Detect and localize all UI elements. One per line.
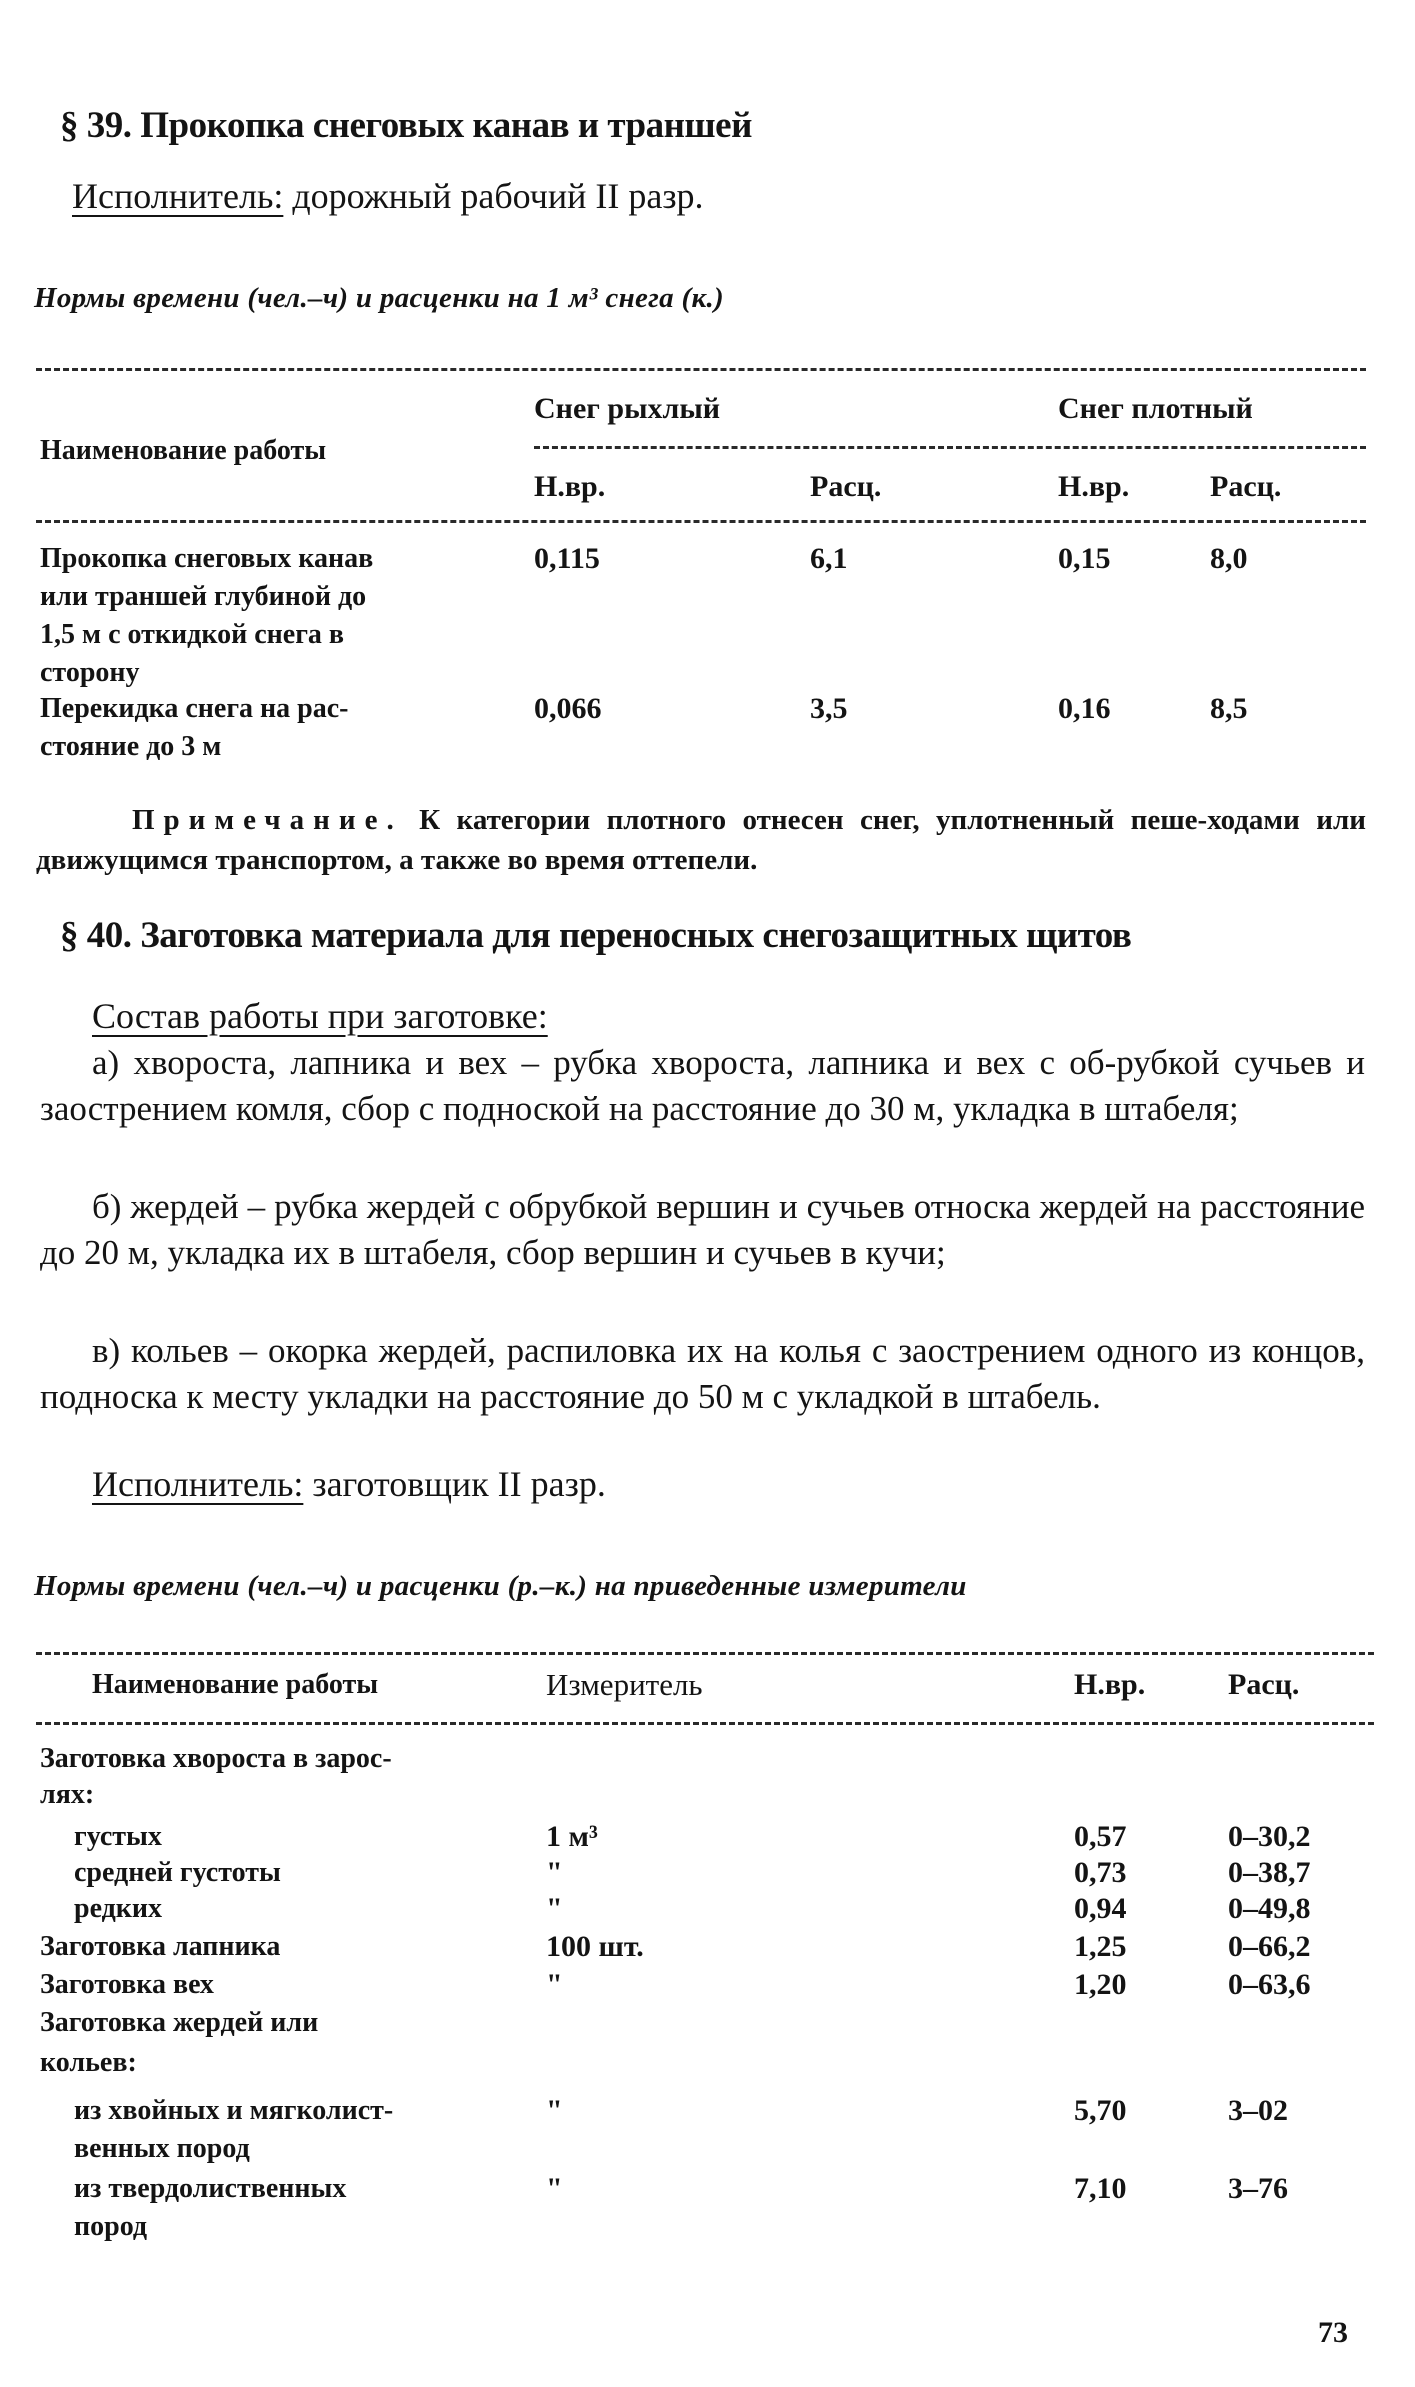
value-dense-nvr: 0,16 (1058, 692, 1111, 725)
composition-item-a: а) хвороста, лапника и вех – рубка хвороста, лапника и вех с об-рубкой сучьев и заострением комля, сбор с подноской на расстояние до 30 м, укладка в штабеля; (40, 1043, 1365, 1128)
row-unit: " (546, 1856, 563, 1889)
value-loose-nvr: 0,115 (534, 542, 600, 575)
row-name: венных пород (74, 2133, 250, 2164)
note-label: Примечание. (132, 804, 403, 836)
row-nvr: 1,20 (1074, 1968, 1127, 2001)
section-40-heading: § 40. Заготовка материала для переносных снегозащитных щитов (60, 915, 1132, 956)
row-rasc: 0–63,6 (1228, 1968, 1311, 2001)
row-name: средней густоты (74, 1857, 281, 1888)
row-name-line: 1,5 м с откидкой снега в (40, 619, 345, 650)
row-name-line: Прокопка снеговых канав (40, 543, 374, 574)
row-unit: " (546, 1892, 563, 1925)
section-40-table-caption: Нормы времени (чел.–ч) и расценки (р.–к.) на приведенные измерители (34, 1570, 967, 1602)
row-name: из твердолиственных (74, 2173, 347, 2204)
section-39-note (36, 800, 1366, 880)
header-nvr-1: Н.вр. (534, 470, 606, 503)
row-name: из хвойных и мягколист- (74, 2095, 394, 2126)
executor-value: дорожный рабочий II разр. (283, 176, 704, 216)
header-loose-snow: Снег рыхлый (534, 392, 721, 425)
header-rasc-2: Расц. (1210, 470, 1282, 503)
row-rasc: 3–02 (1228, 2094, 1288, 2127)
header-rasc: Расц. (1228, 1668, 1300, 1701)
row-name-line: или траншей глубиной до (40, 581, 367, 612)
row-nvr: 0,57 (1074, 1820, 1127, 1853)
row-nvr: 5,70 (1074, 2094, 1127, 2127)
executor-value: заготовщик II разр. (303, 1464, 606, 1504)
row-unit: 100 шт. (546, 1930, 644, 1963)
row-name-line: стояние до 3 м (40, 731, 222, 762)
row-name: густых (74, 1821, 162, 1852)
row-name: редких (74, 1893, 163, 1924)
composition-item-c: в) кольев – окорка жердей, распиловка их на колья с заострением одного из концов, подноска к месту укладки на расстояние до 50 м с укладкой в штабель. (40, 1331, 1365, 1416)
row-name: Заготовка вех (40, 1969, 214, 2000)
row-name-line: Перекидка снега на рас- (40, 693, 349, 724)
section-40-executor (92, 1462, 606, 1506)
row-nvr: 0,94 (1074, 1892, 1127, 1925)
table-rule-top (36, 1652, 1374, 1655)
row-rasc: 0–30,2 (1228, 1820, 1311, 1853)
executor-label: Исполнитель: (92, 1464, 304, 1504)
row-unit: " (546, 2172, 563, 2205)
table-rule-header (36, 520, 1366, 523)
header-nvr-2: Н.вр. (1058, 470, 1130, 503)
section-39-table-caption: Нормы времени (чел.–ч) и расценки на 1 м³ снега (к.) (34, 282, 724, 314)
table-rule-group (534, 446, 1366, 449)
header-dense-snow: Снег плотный (1058, 392, 1253, 425)
row-name: Заготовка хвороста в зарос- (40, 1743, 392, 1774)
section-39-heading: § 39. Прокопка снеговых канав и траншей (60, 105, 752, 146)
row-unit: " (546, 1968, 563, 2001)
row-name: Заготовка жердей или (40, 2007, 319, 2038)
row-nvr: 1,25 (1074, 1930, 1127, 1963)
row-name: Заготовка лапника (40, 1931, 281, 1962)
header-rasc-1: Расц. (810, 470, 882, 503)
table-rule-top (36, 368, 1366, 371)
value-dense-rasc: 8,5 (1210, 692, 1248, 725)
row-rasc: 3–76 (1228, 2172, 1288, 2205)
header-work-name: Наименование работы (92, 1669, 379, 1700)
row-rasc: 0–49,8 (1228, 1892, 1311, 1925)
row-nvr: 7,10 (1074, 2172, 1127, 2205)
value-dense-nvr: 0,15 (1058, 542, 1111, 575)
row-rasc: 0–38,7 (1228, 1856, 1311, 1889)
table-rule-header (36, 1722, 1374, 1725)
row-rasc: 0–66,2 (1228, 1930, 1311, 1963)
executor-label: Исполнитель: (72, 176, 284, 216)
value-loose-rasc: 6,1 (810, 542, 848, 575)
note-text: К категории плотного отнесен снег, уплотненный пеше-ходами или движущимся транспортом, а также во время оттепели. (36, 804, 1366, 876)
page-number: 73 (1318, 2316, 1348, 2349)
row-unit: 1 м³ (546, 1820, 598, 1853)
value-loose-nvr: 0,066 (534, 692, 602, 725)
row-name: лях: (40, 1779, 95, 1810)
row-unit: " (546, 2094, 563, 2127)
value-loose-rasc: 3,5 (810, 692, 848, 725)
header-work-name: Наименование работы (40, 435, 327, 466)
row-name: кольев: (40, 2047, 137, 2078)
header-nvr: Н.вр. (1074, 1668, 1146, 1701)
composition-item-b: б) жердей – рубка жердей с обрубкой вершин и сучьев относка жердей на расстояние до 20 м, укладка их в штабеля, сбор вершин и сучьев в кучи; (40, 1187, 1365, 1272)
row-name: пород (74, 2211, 148, 2242)
row-name-line: сторону (40, 657, 140, 688)
section-39-executor (72, 174, 704, 218)
value-dense-rasc: 8,0 (1210, 542, 1248, 575)
header-unit: Измеритель (546, 1667, 703, 1702)
row-nvr: 0,73 (1074, 1856, 1127, 1889)
composition-label: Состав работы при заготовке: (92, 996, 548, 1036)
